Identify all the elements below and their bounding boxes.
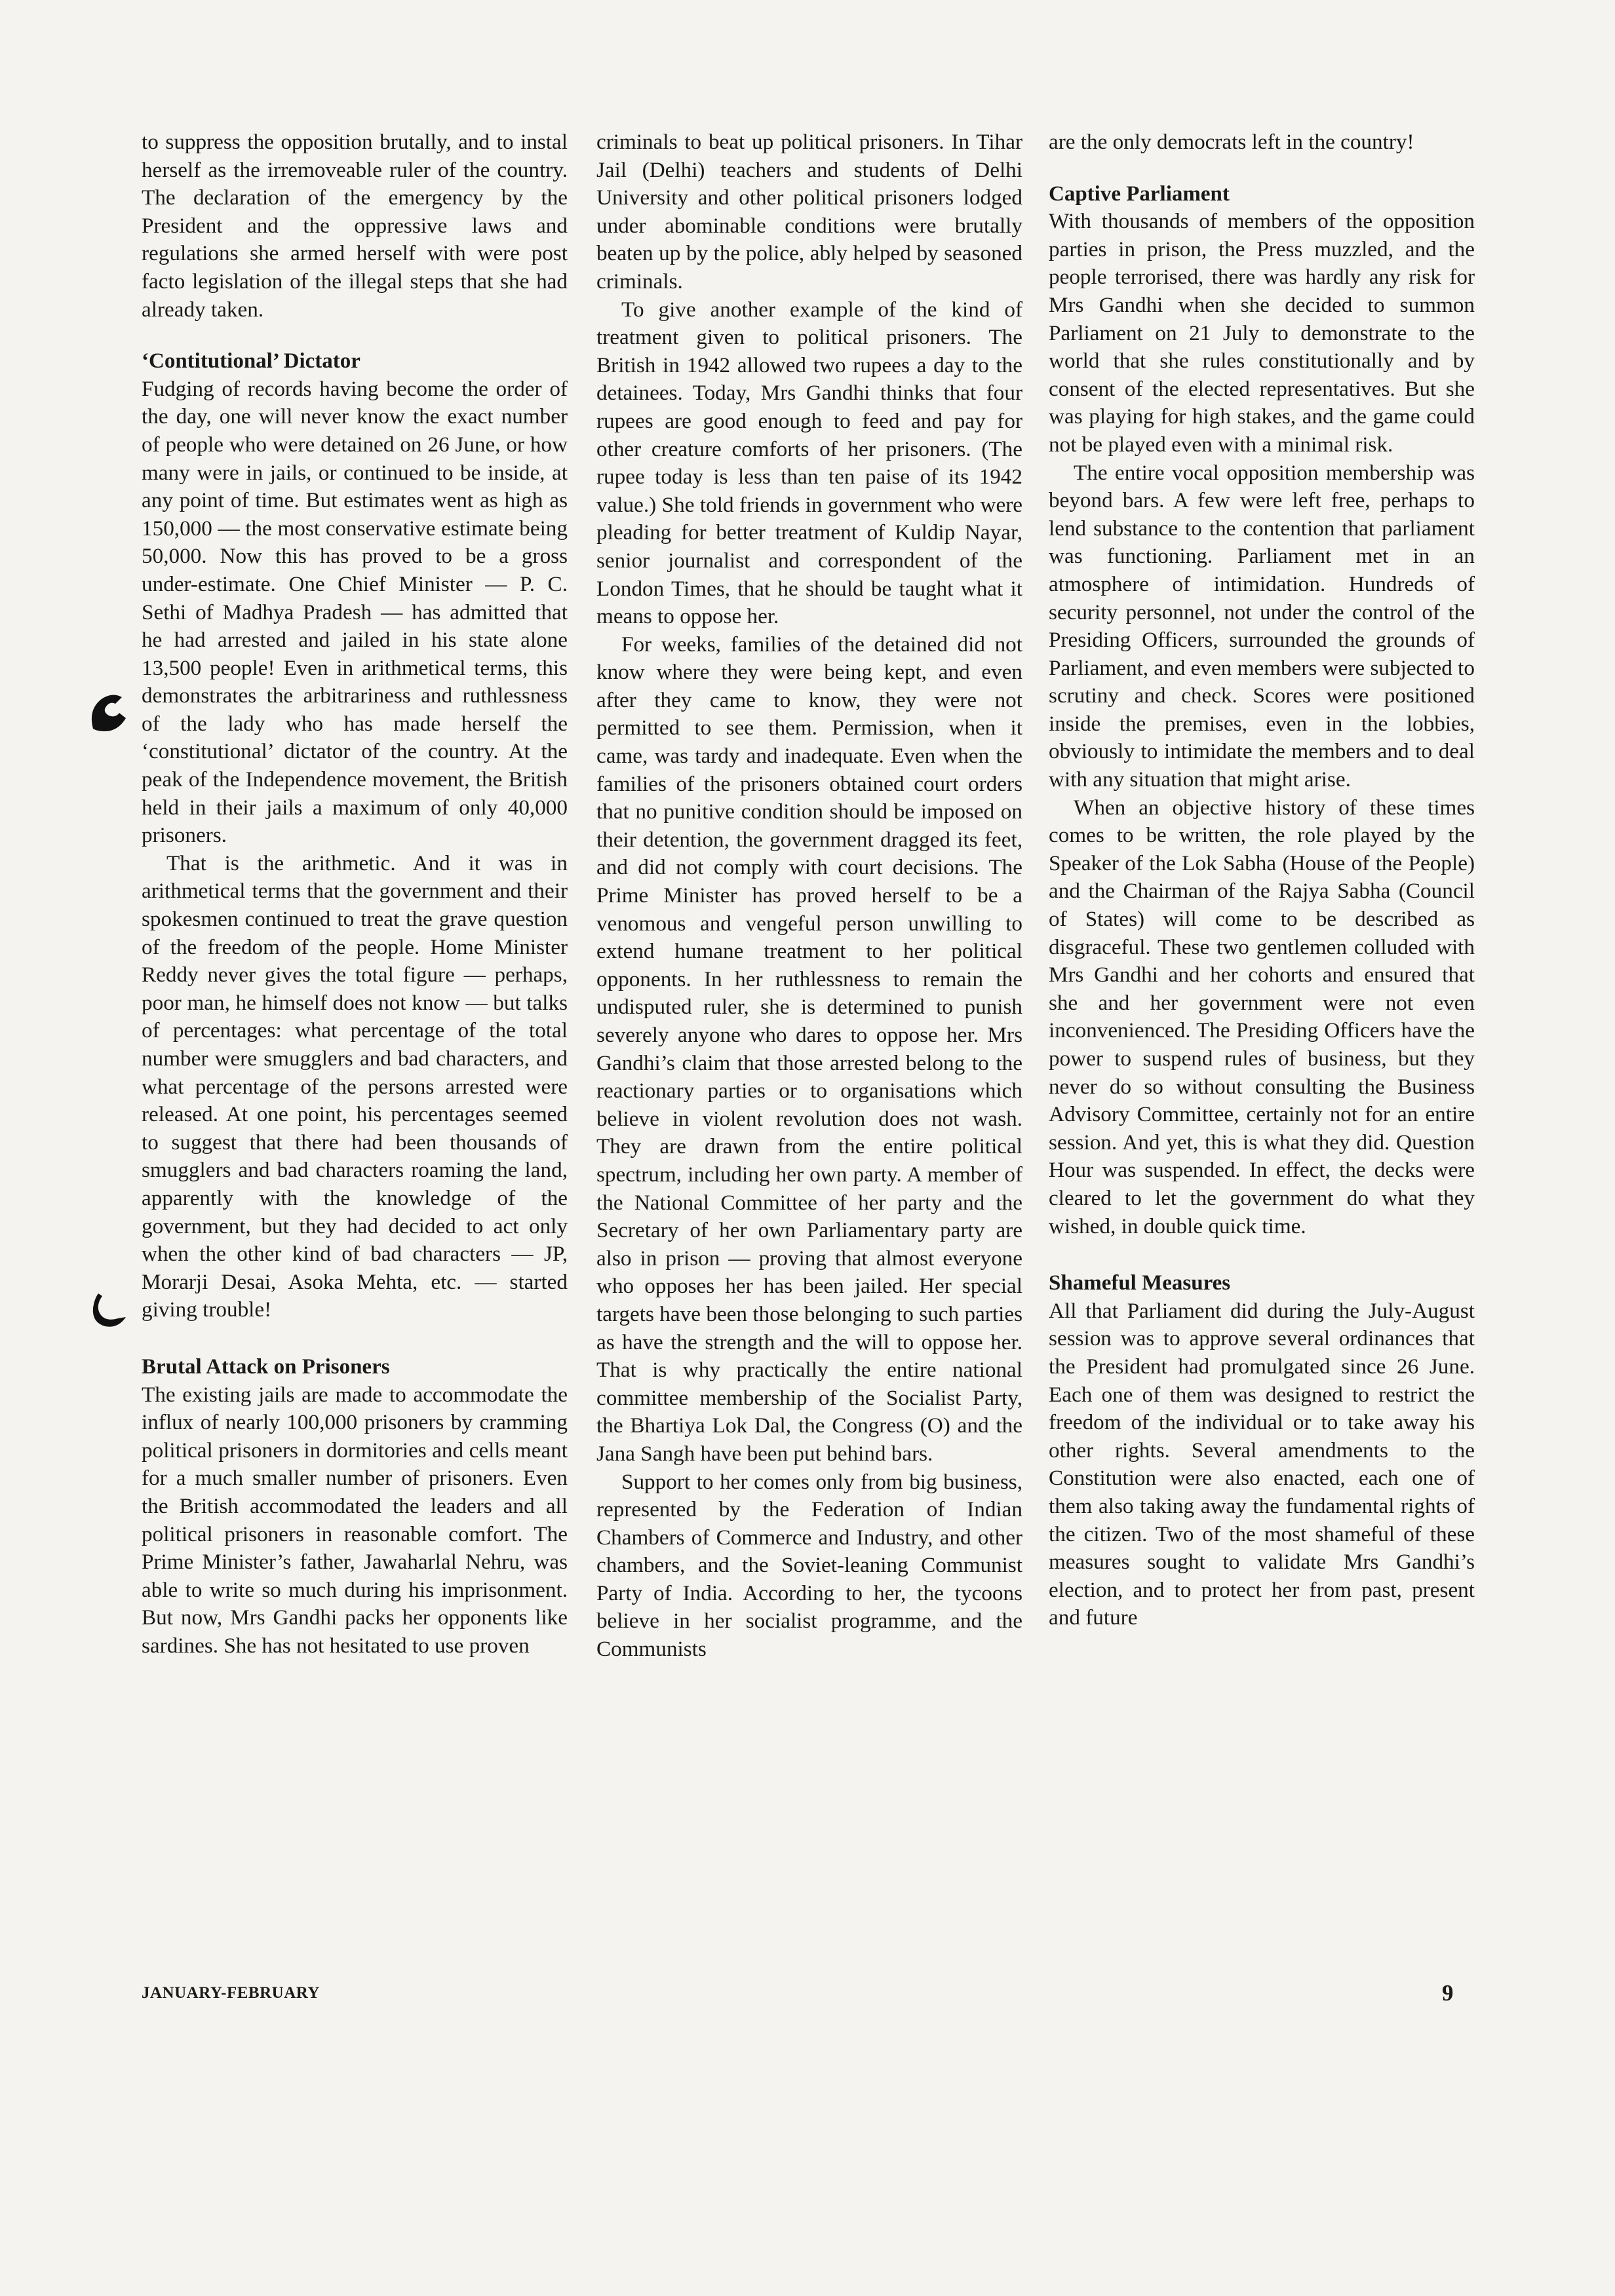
paragraph: to suppress the opposition brutally, and to instal herself as the irremoveable ruler of the country. The declaration of the emergency by the President and the oppressive laws and regulations she armed herself with were post facto legislation of the illegal steps that she had already taken.: [142, 130, 568, 322]
paragraph: are the only democrats left in the country!: [1049, 130, 1414, 154]
column-3: [1049, 128, 1475, 1632]
paragraph: That is the arithmetic. And it was in arithmetical terms that the government and their spokesmen continued to treat the grave question of the freedom of the people. Home Minister Reddy never gives the total figure — perhaps, poor man, he himself does not know — but talks of percentages: what percentage of the total number were smugglers and bad characters, and what percentage of the persons arrested were released. At one point, his percentages seemed to suggest that there had been thousands of smugglers and bad characters roaming the land, apparently with the knowledge of the government, but they had decided to act only when the other kind of bad characters — JP, Morarji Desai, Asoka Mehta, etc. — started giving trouble!: [142, 851, 568, 1322]
paragraph: To give another example of the kind of treatment given to political prisoners. The British in 1942 allowed two rupees a day to the detainees. Today, Mrs Gandhi thinks that four rupees are good enough to feed and pay for other creature comforts of her prisoners. (The rupee today is less than ten paise of its 1942 value.) She told friends in government who were pleading for better treatment of Kuldip Nayar, senior journalist and correspondent of the London Times, that he should be taught what it means to oppose her.: [596, 297, 1022, 629]
page-number: 9: [1442, 1980, 1454, 2006]
paragraph: For weeks, families of the detained did not know where they were being kept, and even after they came to know, they were not permitted to see them. Permission, when it came, was tardy and inadequate. Even when the families of the prisoners obtained court orders that no punitive condition should be imposed on their detention, the government dragged its feet, and did not comply with court decisions. The Prime Minister has proved herself to be a venomous and vengeful person unwilling to extend humane treatment to her political opponents. In her ruthlessness to remain the undisputed ruler, she is determined to punish severely anyone who dares to oppose her. Mrs Gandhi’s claim that those arrested belong to the reactionary parties or to organisations which believe in violent revolution does not wash. They are drawn from the entire political spectrum, including her own party. A member of the National Committee of her party and the Secretary of her own Parliamentary party are also in prison — proving that almost everyone who opposes her has been jailed. Her special targets have been those belonging to such parties as have the strength and the will to oppose her. That is why practically the entire national committee membership of the Socialist Party, the Bhartiya Lok Dal, the Congress (O) and the Jana Sangh have been put behind bars.: [596, 632, 1022, 1466]
issue-date-footer: JANUARY-FEBRUARY: [142, 1984, 320, 2002]
paragraph: Support to her comes only from big business, represented by the Federation of Indian Chambers of Commerce and Industry, and other chambers, and the Soviet-leaning Communist Party of India. According to her, the tycoons believe in her socialist programme, and the Communists: [596, 1469, 1022, 1662]
section-heading: Shameful Measures: [1049, 1271, 1231, 1295]
punch-hole-mark-icon: [87, 689, 132, 738]
paragraph: Fudging of records having become the order of the day, one will never know the exact number of people who were detained on 26 June, or how many were in jails, or continued to be inside, at any point of time. But estimates went as high as 150,000 — the most conservative estimate being 50,000. Now this has proved to be a gross under-estimate. One Chief Minister — P. C. Sethi of Madhya Pradesh — has admitted that he had arrested and jailed in his state alone 13,500 people! Even in arithmetical terms, this demonstrates the arbitrariness and ruthlessness of the lady who has made herself the ‘constitutional’ dictator of the country. At the peak of the Independence movement, the British held in their jails a maximum of only 40,000 prisoners.: [142, 376, 568, 848]
paragraph: The entire vocal opposition membership was beyond bars. A few were left free, perhaps to lend substance to the contention that parliament was functioning. Parliament met in an atmosphere of intimidation. Hundreds of security personnel, not under the control of the Presiding Officers, surrounded the grounds of Parliament, and even members were subjected to scrutiny and check. Scores were positioned inside the premises, even in the lobbies, obviously to intimidate the members and to deal with any situation that might arise.: [1049, 460, 1475, 792]
paragraph: With thousands of members of the opposition parties in prison, the Press muzzled, and the people terrorised, there was hardly any risk for Mrs Gandhi when she decided to summon Parliament on 21 July to demonstrate to the world that she rules constitutionally and by consent of the elected representatives. But she was playing for high stakes, and the game could not be played even with a minimal risk.: [1049, 209, 1475, 457]
section-heading: Captive Parliament: [1049, 182, 1230, 206]
section-heading: Brutal Attack on Prisoners: [142, 1354, 390, 1379]
paragraph: All that Parliament did during the July-August session was to approve several ordinances that the President had promulgated since 26 June. Each one of them was designed to restrict the freedom of the individual or to take away his other rights. Several amendments to the Constitution were also enacted, each one of them also taking away the fundamental rights of the citizen. Two of the most shameful of these measures sought to validate Mrs Gandhi’s election, and to protect her from past, present and future: [1049, 1298, 1475, 1630]
column-1: [142, 128, 568, 1660]
paragraph: criminals to beat up political prisoners. In Tihar Jail (Delhi) teachers and students of Delhi University and other political prisoners lodged under abominable conditions were brutally beaten up by the police, ably helped by seasoned criminals.: [596, 130, 1022, 294]
paragraph: The existing jails are made to accommodate the influx of nearly 100,000 prisoners by cramming political prisoners in dormitories and cells meant for a much smaller number of prisoners. Even the British accommodated the leaders and all political prisoners in reasonable comfort. The Prime Minister’s father, Jawaharlal Nehru, was able to write so much during his imprisonment. But now, Mrs Gandhi packs her opponents like sardines. She has not hesitated to use proven: [142, 1382, 568, 1658]
paragraph: When an objective history of these times comes to be written, the role played by the Speaker of the Lok Sabha (House of the People) and the Chairman of the Rajya Sabha (Council of States) will come to be described as disgraceful. These two gentlemen colluded with Mrs Gandhi and her cohorts and ensured that she and her government were not even inconvenienced. The Presiding Officers have the power to suspend rules of business, but they never do so without consulting the Business Advisory Committee, certainly not for an entire session. And yet, this is what they did. Question Hour was suspended. In effect, the decks were cleared to let the government do what they wished, in double quick time.: [1049, 795, 1475, 1238]
punch-hole-mark-icon: [89, 1290, 131, 1335]
section-heading: ‘Contitutional’ Dictator: [142, 349, 360, 373]
column-2: [596, 128, 1022, 1664]
